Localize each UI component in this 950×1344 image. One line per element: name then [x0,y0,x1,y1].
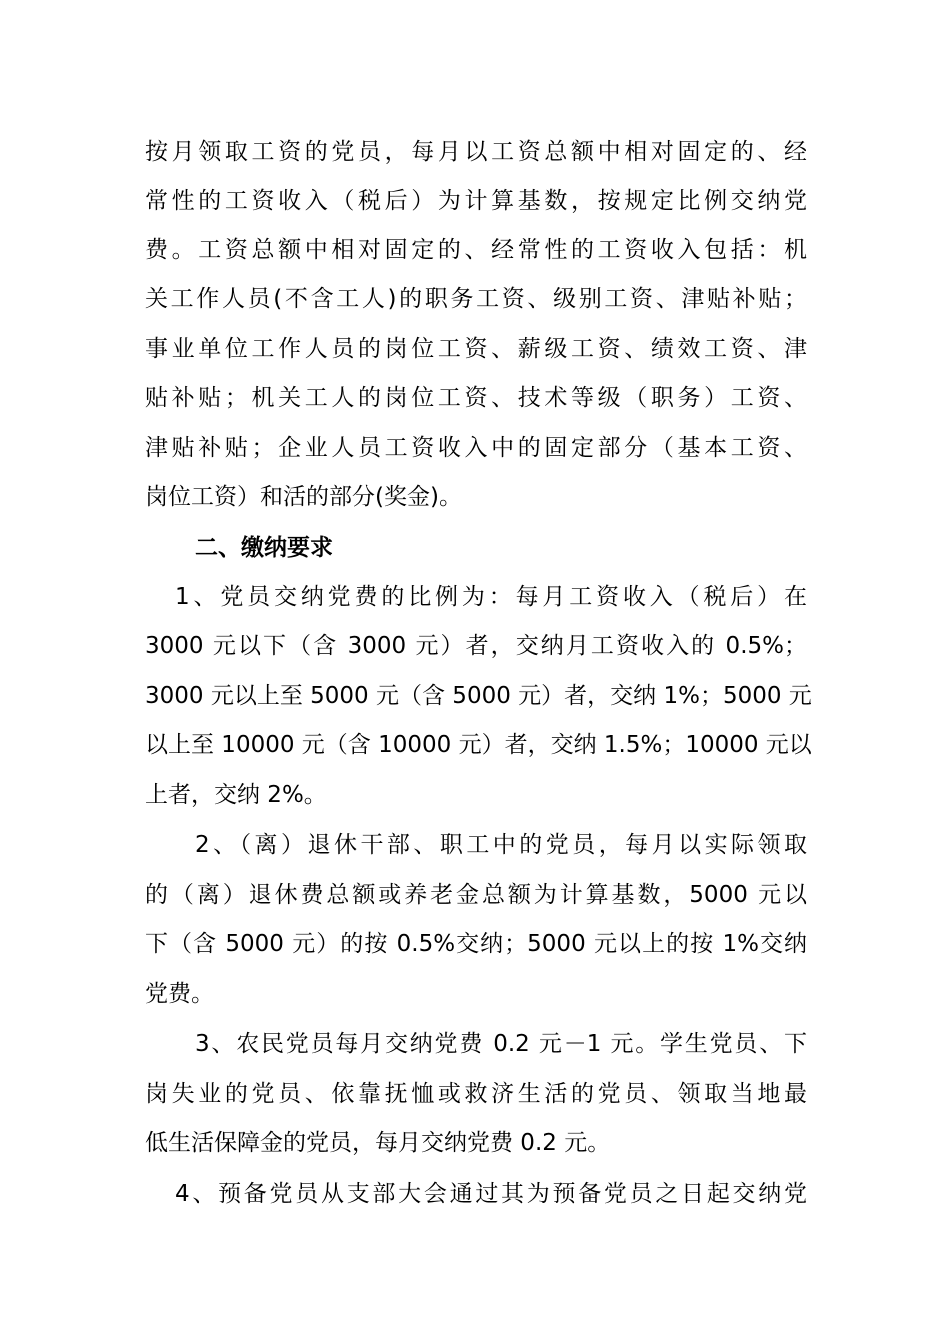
text-line: 岗位工资）和活的部分(奖金)。 [145,484,462,510]
section-heading: 二、缴纳要求 [195,535,333,561]
text-line: 按月领取工资的党员，每月以工资总额中相对固定的、经 [145,139,807,165]
text-line: 3、农民党员每月交纳党费 0.2 元－1 元。学生党员、下 [195,1031,807,1057]
text-line: 常性的工资收入（税后）为计算基数，按规定比例交纳党 [145,188,807,214]
text-line: 津贴补贴；企业人员工资收入中的固定部分（基本工资、 [145,435,807,461]
text-line: 下（含 5000 元）的按 0.5%交纳；5000 元以上的按 1%交纳 [145,931,807,957]
text-line: 党费。 [145,981,214,1007]
text-line: 关工作人员(不含工人)的职务工资、级别工资、津贴补贴； [145,286,807,312]
text-line: 低生活保障金的党员，每月交纳党费 0.2 元。 [145,1130,611,1156]
text-line: 4、预备党员从支部大会通过其为预备党员之日起交纳党 [175,1181,807,1207]
text-line: 贴补贴；机关工人的岗位工资、技术等级（职务）工资、 [145,385,807,411]
text-line: 事业单位工作人员的岗位工资、薪级工资、绩效工资、津 [145,336,807,362]
text-line: 3000 元以上至 5000 元（含 5000 元）者，交纳 1%；5000 元 [145,683,812,709]
text-line: 的（离）退休费总额或养老金总额为计算基数，5000 元以 [145,882,807,908]
text-line: 1、党员交纳党费的比例为：每月工资收入（税后）在 [175,584,807,610]
text-line: 费。工资总额中相对固定的、经常性的工资收入包括：机 [145,237,807,263]
text-line: 以上至 10000 元（含 10000 元）者，交纳 1.5%；10000 元以 [145,732,812,758]
text-line: 上者，交纳 2%。 [145,782,327,808]
text-line: 岗失业的党员、依靠抚恤或救济生活的党员、领取当地最 [145,1081,807,1107]
text-line: 2、（离）退休干部、职工中的党员，每月以实际领取 [195,832,807,858]
text-line: 3000 元以下（含 3000 元）者，交纳月工资收入的 0.5%； [145,633,807,659]
